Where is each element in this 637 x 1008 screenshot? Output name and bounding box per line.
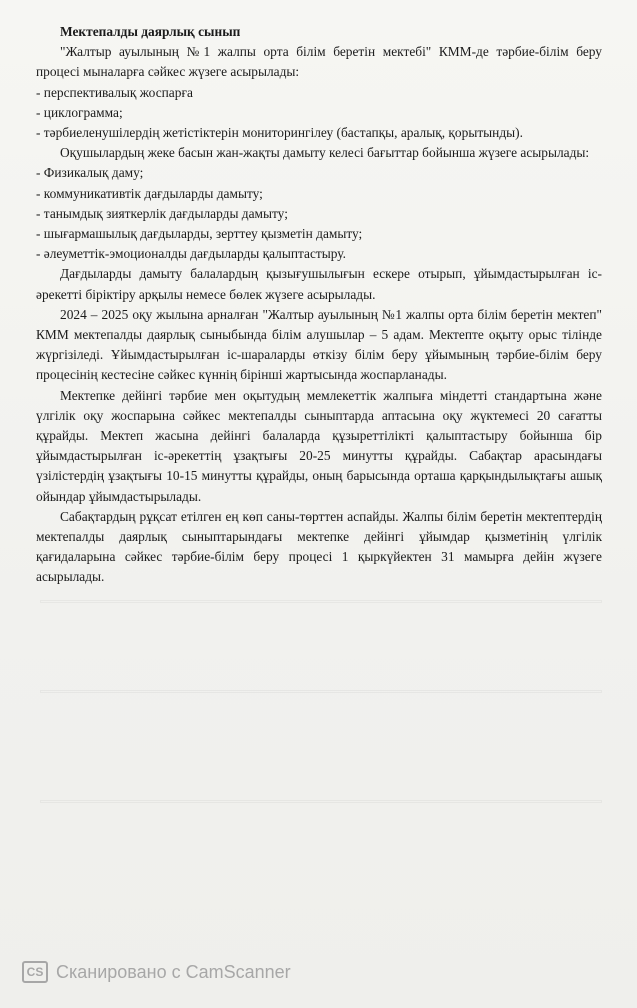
paragraph: Оқушылардың жеке басын жан-жақты дамыту келесі бағыттар бойынша жүзеге асырылады: — [60, 145, 590, 161]
paragraph: Мектепке дейінгі тәрбие мен оқытудың мемлекеттік жалпыға міндетті стандартына және үлгілік оқу жоспарына сәйкес мектепалды сыныптарда аптасына оқу жүктемесі 20 сағатты құрайды. Мектеп жасына дейінгі балаларда құзыреттілікті қалыптастыру бойынша бір ұйымдастырылған іс-әрекеттің ұзақтығы 20-25 минутты құрайды. Сабақтар арасындағы үзілістердің ұзақтығы 10-15 минутты құрайды, оның барысында орташа қарқындылықтағы ашық ойындар ұйымдастырылады. — [36, 387, 602, 504]
paragraph: Дағдыларды дамыту балалардың қызығушылығын ескере отырып, ұйымдастырылған іс-әрекетті біріктіру арқылы немесе бөлек жүзеге асырылады. — [36, 266, 602, 302]
list-item: - циклограмма; — [36, 104, 123, 120]
list-item: - перспективалық жоспарға — [36, 84, 193, 100]
document-title: Мектепалды даярлық сынып — [60, 24, 241, 39]
bleed-through-line — [40, 690, 602, 693]
list-item: - шығармашылық дағдыларды, зерттеу қызметін дамыту; — [36, 226, 363, 242]
camscanner-logo-icon: CS — [22, 961, 48, 983]
paragraph: 2024 – 2025 оқу жылына арналған "Жалтыр ауылының №1 жалпы орта білім беретін мектеп" КММ мектепалды даярлық сыныбында білім алушылар – 5 адам. Мектепте оқыту орыс тілінде жүргізіледі. Ұйымдастырылған іс-шараларды өткізу білім беру ұйымының тәрбие-білім беру процесінің кестесіне сәйкес күннің бірінші жартысында жоспарланады. — [36, 306, 602, 383]
list-item: - тәрбиеленушілердің жетістіктерін мониторингілеу (бастапқы, аралық, қорытынды). — [36, 125, 523, 141]
watermark-text: Сканировано с CamScanner — [56, 961, 291, 982]
list-item: - танымдық зияткерлік дағдыларды дамыту; — [36, 205, 288, 221]
camscanner-watermark — [22, 960, 291, 984]
list-item: - коммуникативтік дағдыларды дамыту; — [36, 185, 263, 201]
document-body — [36, 22, 602, 588]
bleed-through-line — [40, 600, 602, 603]
bleed-through-line — [40, 800, 602, 803]
list-item: - әлеуметтік-эмоционалды дағдыларды қалыптастыру. — [36, 246, 347, 262]
paragraph: Сабақтардың рұқсат етілген ең көп саны-төрттен аспайды. Жалпы білім беретін мектептердің мектепалды даярлық сыныптарындағы мектепке дейінгі ұйымдар қызметінің үлгілік қағидаларына сәйкес тәрбие-білім беру процесі 1 қыркүйектен 31 мамырға дейін жүзеге асырылады. — [36, 508, 602, 585]
paragraph: "Жалтыр ауылының №1 жалпы орта білім беретін мектебі" КММ-де тәрбие-білім беру процесі мыналарға сәйкес жүзеге асырылады: — [36, 44, 602, 80]
list-item: - Физикалық даму; — [36, 165, 144, 181]
